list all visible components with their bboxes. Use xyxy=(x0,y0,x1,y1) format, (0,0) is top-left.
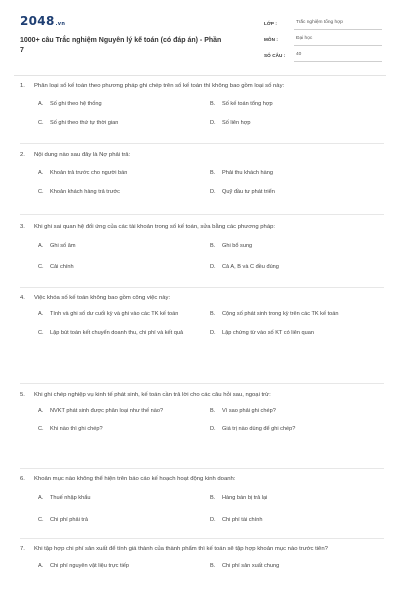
option-text: Thuế nhập khẩu xyxy=(50,495,91,501)
header-divider xyxy=(14,75,386,76)
option-a[interactable] xyxy=(38,407,210,416)
question-number: 7. xyxy=(20,546,25,552)
question-body: Phân loại số kế toán theo phương pháp ghi chép trên số kế toán thì không bao gồm loại số này: xyxy=(34,83,285,89)
question-4 xyxy=(20,294,384,337)
question-separator xyxy=(20,383,384,384)
option-b[interactable] xyxy=(210,562,382,571)
option-letter: C. xyxy=(38,516,44,523)
option-letter: A. xyxy=(38,311,44,317)
option-letter: A. xyxy=(38,101,44,107)
subject-label: MÔN : xyxy=(264,36,279,42)
option-d[interactable] xyxy=(210,516,382,525)
option-letter: B. xyxy=(210,408,216,414)
header-left xyxy=(20,14,225,80)
option-text: Chi phí nguyên vật liệu trực tiếp xyxy=(50,563,129,569)
question-body: Nội dung nào sau đây là Nợ phải trả: xyxy=(34,152,131,158)
question-body: Khi ghi chép nghiệp vụ kinh tế phát sinh, kế toán cần trả lời cho các câu hỏi sau, ngoại trừ: xyxy=(34,392,271,398)
question-separator xyxy=(20,468,384,469)
option-grid xyxy=(38,310,384,337)
option-b[interactable] xyxy=(210,242,382,251)
question-separator xyxy=(20,287,384,288)
option-text: Số liên hợp xyxy=(222,119,251,126)
option-text: Số kế toán tổng hợp xyxy=(222,101,273,107)
option-text: Chi phí sản xuất chung xyxy=(222,563,280,569)
option-c[interactable] xyxy=(38,188,210,197)
option-c[interactable] xyxy=(38,263,210,272)
option-a[interactable] xyxy=(38,100,210,109)
question-number: 5. xyxy=(20,392,25,398)
question-text xyxy=(20,545,384,554)
question-separator xyxy=(20,214,384,215)
option-grid xyxy=(38,494,384,524)
option-letter: C. xyxy=(38,425,44,432)
option-text: Chi phí tài chính xyxy=(222,516,263,523)
option-text: Lập bút toán kết chuyển doanh thu, chi phí và kết quả xyxy=(50,329,184,336)
option-text: Số ghi theo hệ thống xyxy=(50,101,102,107)
option-b[interactable] xyxy=(210,407,382,416)
question-text xyxy=(20,391,384,400)
option-letter: B. xyxy=(210,101,216,107)
question-2 xyxy=(20,151,384,196)
option-a[interactable] xyxy=(38,494,210,503)
option-c[interactable] xyxy=(38,516,210,525)
option-grid xyxy=(38,100,384,127)
question-text xyxy=(20,294,384,303)
option-text: Giá trị nào dùng để ghi chép? xyxy=(222,425,296,432)
document-title: 1000+ câu Trắc nghiệm Nguyên lý kế toán (có đáp án) - Phần 7 xyxy=(20,37,222,54)
document-header xyxy=(20,14,382,80)
option-letter: D. xyxy=(210,188,216,195)
option-grid xyxy=(38,242,384,271)
option-text: Ghi số âm xyxy=(50,243,76,249)
option-d[interactable] xyxy=(210,263,382,272)
option-letter: C. xyxy=(38,263,44,270)
info-row-count xyxy=(264,48,382,62)
option-grid xyxy=(38,562,384,571)
option-a[interactable] xyxy=(38,310,210,319)
option-b[interactable] xyxy=(210,100,382,109)
question-5 xyxy=(20,391,384,433)
header-info xyxy=(264,14,382,80)
question-text xyxy=(20,82,384,91)
logo-text: 2048 xyxy=(20,14,55,28)
question-6 xyxy=(20,475,384,524)
option-a[interactable] xyxy=(38,562,210,571)
option-a[interactable] xyxy=(38,169,210,178)
option-text: Cải chính xyxy=(50,263,74,270)
option-letter: B. xyxy=(210,563,216,569)
option-grid xyxy=(38,169,384,196)
option-text: Phải thu khách hàng xyxy=(222,170,274,176)
option-text: Chi phí phải trả xyxy=(50,516,88,523)
question-7 xyxy=(20,545,384,571)
question-1 xyxy=(20,82,384,127)
question-count-label: SỐ CÂU : xyxy=(264,52,286,58)
subject-value: Đại học xyxy=(294,32,382,46)
option-text: Ghi bổ sung xyxy=(222,243,253,249)
option-text: Số ghi theo thứ tự thời gian xyxy=(50,119,119,126)
question-number: 2. xyxy=(20,152,25,158)
option-d[interactable] xyxy=(210,425,382,434)
option-letter: B. xyxy=(210,170,216,176)
option-letter: C. xyxy=(38,188,44,195)
option-text: Hàng bán bị trả lại xyxy=(222,495,268,501)
option-letter: A. xyxy=(38,408,44,414)
question-number: 1. xyxy=(20,83,25,89)
option-letter: D. xyxy=(210,329,216,336)
option-d[interactable] xyxy=(210,188,382,197)
question-number: 4. xyxy=(20,295,25,301)
question-separator xyxy=(20,143,384,144)
option-letter: C. xyxy=(38,119,44,126)
option-letter: B. xyxy=(210,311,216,317)
option-text: Lập chứng từ vào số KT có liên quan xyxy=(222,329,314,336)
logo-suffix: .vn xyxy=(55,21,66,27)
question-text xyxy=(20,475,384,484)
option-b[interactable] xyxy=(210,310,382,319)
class-label: LỚP : xyxy=(264,20,278,26)
option-a[interactable] xyxy=(38,242,210,251)
option-c[interactable] xyxy=(38,329,210,338)
option-letter: D. xyxy=(210,119,216,126)
question-text xyxy=(20,223,384,232)
option-grid xyxy=(38,407,384,433)
option-text: Cả A, B và C đều đúng xyxy=(222,263,279,270)
option-letter: D. xyxy=(210,263,216,270)
option-text: Vì sao phải ghi chép? xyxy=(222,408,276,414)
question-text xyxy=(20,151,384,160)
option-letter: A. xyxy=(38,495,44,501)
option-c[interactable] xyxy=(38,425,210,434)
question-3 xyxy=(20,223,384,271)
option-letter: C. xyxy=(38,329,44,336)
option-c[interactable] xyxy=(38,119,210,128)
option-text: Quỹ đầu tư phát triển xyxy=(222,188,275,195)
question-number: 3. xyxy=(20,224,25,230)
option-letter: D. xyxy=(210,516,216,523)
option-b[interactable] xyxy=(210,494,382,503)
option-b[interactable] xyxy=(210,169,382,178)
question-body: Khoản mục nào không thể hiện trên báo cáo kế hoạch hoạt động kinh doanh: xyxy=(34,476,236,482)
option-letter: B. xyxy=(210,243,216,249)
question-body: Khi ghi sai quan hệ đối ứng của các tài khoản trong số kế toán, sửa bằng các phương pháp: xyxy=(34,224,276,230)
option-letter: B. xyxy=(210,495,216,501)
option-letter: A. xyxy=(38,563,44,569)
class-value: Trắc nghiệm tổng hợp xyxy=(294,16,382,30)
option-text: Khi nào thì ghi chép? xyxy=(50,425,103,432)
option-text: Khoản khách hàng trả trước xyxy=(50,188,120,195)
option-letter: D. xyxy=(210,425,216,432)
option-letter: A. xyxy=(38,243,44,249)
info-row-subject xyxy=(264,32,382,46)
question-body: Khi tập hợp chi phí sản xuất để tính giá thành của thành phẩm thì kế toán sẽ tập hợp khoản mục nào trước tiên? xyxy=(34,546,328,552)
option-letter: A. xyxy=(38,170,44,176)
question-separator xyxy=(20,538,384,539)
site-logo[interactable] xyxy=(20,14,225,28)
question-number: 6. xyxy=(20,476,25,482)
option-text: NVKT phát sinh được phân loại như thế nào? xyxy=(50,408,164,414)
option-text: Tính và ghi số dư cuối kỳ và ghi vào các TK kế toán xyxy=(50,311,179,317)
question-count-value: 40 xyxy=(294,48,382,62)
option-text: Khoản trả trước cho người bán xyxy=(50,170,128,176)
option-d[interactable] xyxy=(210,119,382,128)
question-body: Việc khóa số kế toán không bao gồm công việc này: xyxy=(34,295,171,301)
option-d[interactable] xyxy=(210,329,382,338)
info-row-class xyxy=(264,16,382,30)
option-text: Cộng số phát sinh trong kỳ trên các TK kế toán xyxy=(222,311,339,317)
